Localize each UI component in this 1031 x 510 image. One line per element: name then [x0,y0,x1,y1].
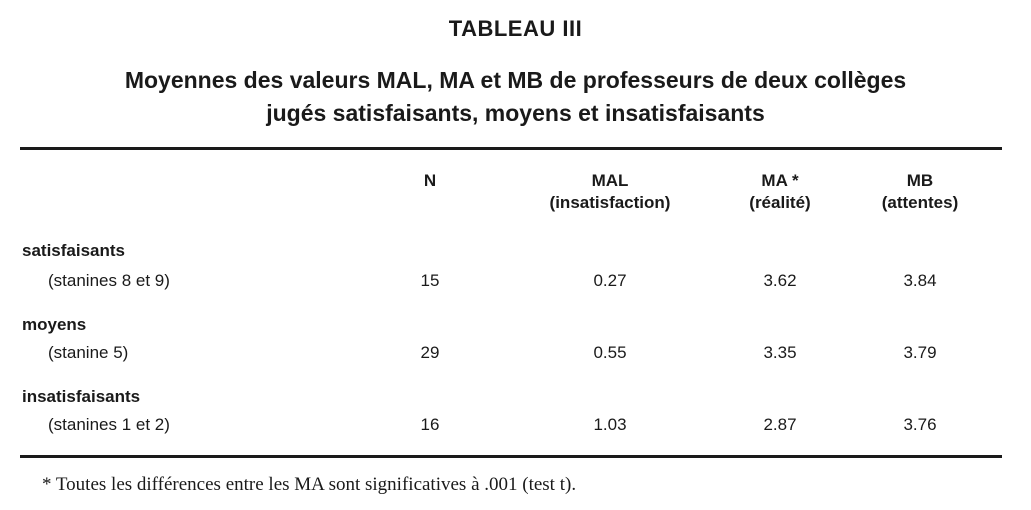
row-sublabel: (stanines 8 et 9) [48,271,170,290]
cell-mal: 0.55 [593,343,627,362]
cell-ma: 2.87 [763,415,797,434]
row-label: moyens [22,315,87,334]
cell-n: 16 [420,415,440,434]
row-label: satisfaisants [22,241,125,260]
cell-ma: 3.62 [763,271,797,290]
row-label: insatisfaisants [22,387,141,406]
cell-mb: 3.76 [903,415,937,434]
bottom-rule [20,455,1002,458]
row-sublabel: (stanine 5) [48,343,129,362]
cell-mal: 1.03 [593,415,627,434]
cell-mb: 3.79 [903,343,937,362]
row-sublabel: (stanines 1 et 2) [48,415,170,434]
footnote: * Toutes les différences entre les MA sont significatives à .001 (test t). [42,474,577,495]
header-ma [720,170,840,214]
cell-mb: 3.84 [903,271,937,290]
cell-ma: 3.35 [763,343,797,362]
table-title: TABLEAU III [448,16,583,41]
header-n [400,170,460,192]
header-mal-sublabel: (insatisfaction) [549,193,671,212]
header-ma-label: MA * [761,171,799,190]
cell-n: 29 [420,343,440,362]
cell-mal: 0.27 [593,271,627,290]
top-rule [20,147,1002,150]
table-subtitle-line-1: Moyennes des valeurs MAL, MA et MB de professeurs de deux collèges [124,67,907,93]
header-mal [520,170,700,214]
cell-n: 15 [420,271,440,290]
header-n-label: N [423,171,437,190]
header-mb [860,170,980,214]
header-mb-sublabel: (attentes) [881,193,959,212]
table-subtitle-line-2: jugés satisfaisants, moyens et insatisfaisants [266,100,765,126]
header-mb-label: MB [906,171,934,190]
header-ma-sublabel: (réalité) [749,193,811,212]
header-mal-label: MAL [591,171,629,190]
